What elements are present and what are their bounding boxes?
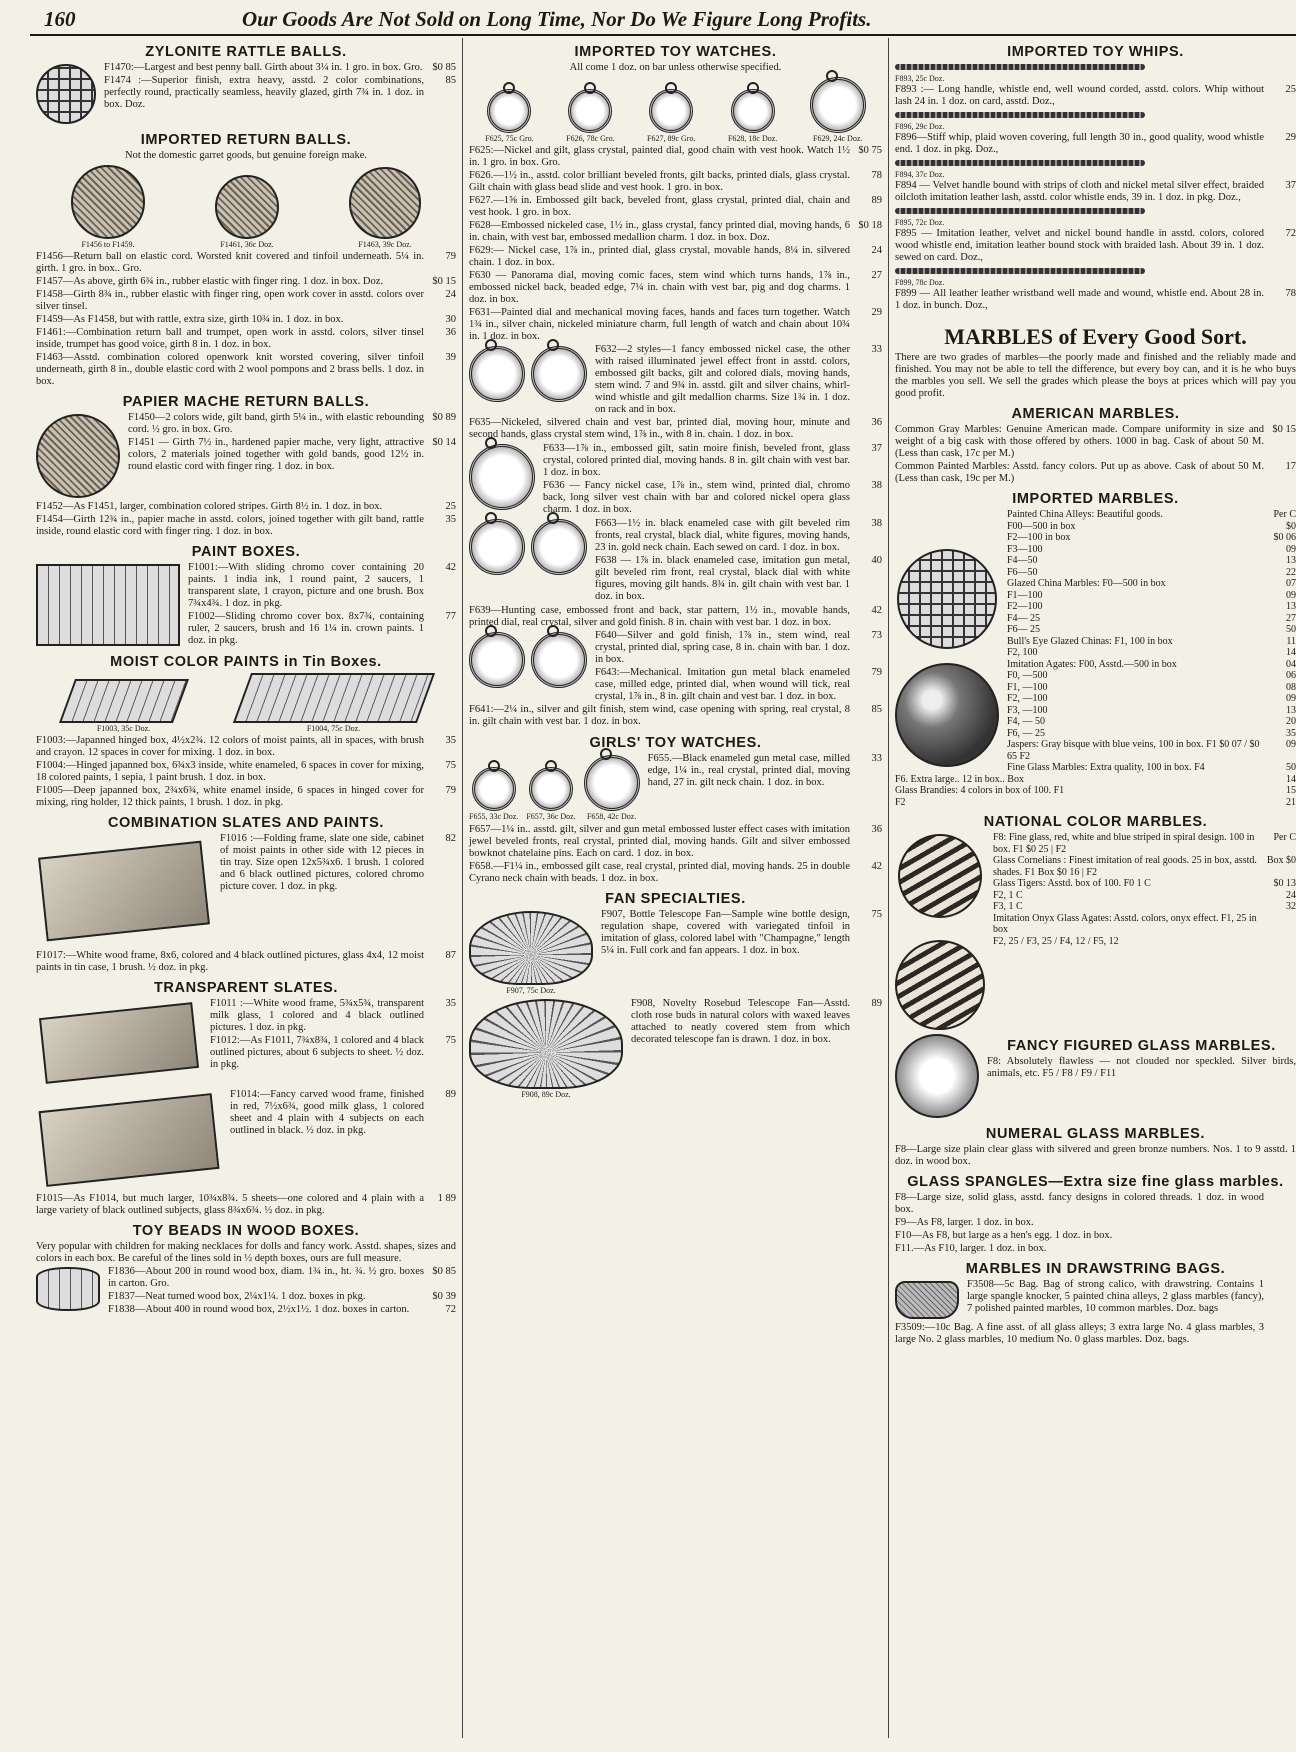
- list-item: F639—Hunting case, embossed front and back, star pattern, 1½ in., movable hands, printed dial, real crystal, silver and gold finish. 8 in. chain with vest bar. 1 doz. in box. 42: [469, 605, 882, 628]
- whip-caption-5: F899, 78c Doz.: [895, 278, 945, 287]
- table-row: Glass Brandies: 4 colors in box of 100. F1 15: [895, 785, 1296, 796]
- table-row: F8: Fine glass, red, white and blue striped in spiral design. 100 in box. F1 $0 25 | F2 Per C: [993, 832, 1296, 855]
- table-row: F1—100 09: [1007, 589, 1296, 601]
- list-item: F1454—Girth 12¾ in., papier mache in asstd. colors, joined together with gilt band, rattle inside, round elastic cord with finger ring. 1 doz. in box. 35: [36, 514, 456, 537]
- list-item: F1016 :—Folding frame, slate one side, cabinet of moist paints in other side with 12 pieces in tin tray. Size open 12x5¾x6. 1 brush. 1 colored and 6 black outlined pictures, colored chromo picture cover. 1 doz. in pkg. 82: [220, 833, 456, 892]
- transparent-heading: TRANSPARENT SLATES.: [153, 980, 339, 996]
- watches-images: F625, 75c Gro. F626, 78c Gro. F627, 89c Gro. F628, 18c Doz. F629, 24c Doz.: [469, 77, 882, 143]
- moist-images: F1003, 35c Doz. F1004, 75c Doz.: [36, 673, 456, 733]
- list-item: F1005—Deep japanned box, 2¾x6¾, white enamel inside, 6 spaces in hinged cover for mixing, ring holder, 12 thick paints, 1 brush. 1 doz. in pkg. 79: [36, 785, 456, 808]
- table-row: Glass Cornelians : Finest imitation of real goods. 25 in box, asstd. shades. F1 Box $0 16 | F2 Box $0: [993, 855, 1296, 878]
- return-balls-heading: IMPORTED RETURN BALLS.: [140, 132, 352, 148]
- list-item: F1451 — Girth 7½ in., hardened papier mache, very light, attractive colors, 2 materials joined together with gold bands, good 12½ in. round elastic cord with finger ring. 1 doz. in box. $0 14: [128, 437, 456, 472]
- beads-heading: TOY BEADS IN WOOD BOXES.: [132, 1223, 360, 1239]
- table-row: F6—50 22: [1007, 566, 1296, 578]
- list-item: F3508—5c Bag. Bag of strong calico, with drawstring. Contains 1 large spangle knocker, 5 painted china alleys, 2 glass marbles (fancy), 7 polished painted marbles, 10 common marbles. Doz. bags: [967, 1279, 1264, 1314]
- combo-slate-image: [36, 835, 212, 947]
- list-item: F631—Painted dial and mechanical moving faces, hands and faces turn together. Watch 1¾ in., silver chain, nickeled miniature charm, full length of watch and chain about 10¾ in. 1 doz. in box. 29: [469, 307, 882, 342]
- list-item: F1838—About 400 in round wood box, 2½x1½. 1 doz. boxes in carton. 72: [108, 1304, 456, 1315]
- marble-image-bird: [895, 1034, 979, 1118]
- whip-caption-1: F893, 25c Doz.: [895, 74, 945, 83]
- national-heading: NATIONAL COLOR MARBLES.: [983, 814, 1208, 830]
- table-row: F00—500 in box $0: [1007, 520, 1296, 532]
- watch-pair-image-4: [469, 632, 587, 688]
- list-item: F1011 :—White wood frame, 5¾x5¾, transparent milk glass, 1 colored and 4 black outlined pictures. 1 doz. in pkg. 35: [210, 998, 456, 1033]
- list-item: F10—As F8, but large as a hen's egg. 1 doz. in box.: [895, 1230, 1113, 1241]
- whip-image-2: [895, 112, 1145, 118]
- table-row: F2, 25 / F3, 25 / F4, 12 / F5, 12: [993, 935, 1119, 947]
- fancy-slate-image: [36, 1090, 222, 1190]
- paint-boxes-heading: PAINT BOXES.: [191, 544, 301, 560]
- middle-column: [462, 38, 882, 1738]
- table-row: F4— 25 27: [1007, 612, 1296, 624]
- list-item: F629:— Nickel case, 1⅞ in., printed dial, glass crystal, movable hands, 8¼ in. silvered chain. 1 doz. in box. 24: [469, 245, 882, 268]
- list-item: F907, Bottle Telescope Fan—Sample wine bottle design, regulation shape, covered with variegated tinfoil in imitation of glass, colored label with "Champagne," length 5¼ in. Full cork and fan appears. 1 doz. in box. 75: [601, 909, 882, 956]
- list-item: F1837—Neat turned wood box, 2¼x1¼. 1 doz. boxes in pkg. $0 39: [108, 1291, 456, 1302]
- table-row: F6. Extra large.. 12 in box.. Box 14: [895, 773, 1296, 785]
- list-item: F655.—Black enameled gun metal case, milled edge, 1¼ in., real crystal, printed dial, moving hand, 27 in. gilt neck chain. 1 doz. in box. 33: [647, 753, 882, 788]
- list-item: F632—2 styles—1 fancy embossed nickel case, the other with raised illuminated jewel effect front in asstd. colors, embossed gilt backs, gilt and colored dials, moving hands, stem wind. 7 and 9¾ in. asstd. gilt and silver chains, whirl-wind whistle and gilt medallion charms. Size 1¾ in. 1 doz. on rack and in box. 33: [595, 344, 882, 415]
- list-item: F893 :— Long handle, whistle end, well wound corded, asstd. colors. Whip without lash 24 in. 1 doz. on card, asstd. Doz., 25: [895, 84, 1296, 107]
- list-item: F657—1¼ in.. asstd. gilt, silver and gun metal embossed luster effect cases with imitation jewel beveled fronts, real crystal, printed dial, moving hands. Gilt and silver embossed bowknot chatelaine pins. Each on card. 1 doz. in box. 36: [469, 824, 882, 859]
- table-row: F3, —100 13: [1007, 704, 1296, 716]
- list-item: F1470:—Largest and best penny ball. Girth about 3¼ in. 1 gro. in box. Gro. $0 85: [104, 62, 456, 73]
- list-item: F1004:—Hinged japanned box, 6¾x3 inside, white enameled, 6 spaces in cover for mixing, 18 colored paints, 1 sepia, 1 paint brush. 1 doz. in box. 75: [36, 760, 456, 783]
- table-row: Painted China Alleys: Beautiful goods. Per C: [1007, 509, 1296, 520]
- rosebud-fan-image: F908, 89c Doz.: [469, 999, 623, 1099]
- girls-watch-images: F655, 33c Doz. F657, 36c Doz. F658, 42c Doz.: [469, 755, 640, 821]
- list-item: F8—Large size, solid glass, asstd. fancy designs in colored threads. 1 doz. in wood box.: [895, 1192, 1264, 1215]
- table-row: Imitation Onyx Glass Agates: Asstd. colors, onyx effect. F1, 25 in box: [993, 912, 1257, 935]
- bottle-fan-image: F907, 75c Doz.: [469, 911, 593, 995]
- table-row: F6, — 25 35: [1007, 727, 1296, 739]
- table-row: F2, —100 09: [1007, 693, 1296, 704]
- combo-heading: COMBINATION SLATES AND PAINTS.: [107, 815, 385, 831]
- table-row: F1, —100 08: [1007, 681, 1296, 693]
- list-item: F894 — Velvet handle bound with strips of cloth and nickel metal silver effect, braided oilcloth imitation leather lash, asstd. color whistle ends, 39 in. 1 doz. in pkg. Doz., 37: [895, 180, 1296, 203]
- list-item: F1458—Girth 8¾ in., rubber elastic with finger ring, open work cover in asstd. colors over silver tinsel. 24: [36, 289, 456, 312]
- papier-heading: PAPIER MACHE RETURN BALLS.: [122, 394, 370, 410]
- table-row: Bull's Eye Glazed Chinas: F1, 100 in box 11: [1007, 635, 1296, 647]
- table-row: F2, 1 C 24: [993, 889, 1296, 901]
- list-item: F1002—Sliding chromo cover box. 8x7¾, containing ruler, 2 saucers, brush and 16 1¼ in. crown paints. 1 doz. in pkg. 77: [188, 611, 456, 646]
- fancy-intro: F8: Absolutely flawless — not clouded nor speckled. Silver birds, animals, etc. F5 / F8 / F9 / F11: [987, 1056, 1296, 1079]
- moist-heading: MOIST COLOR PAINTS in Tin Boxes.: [110, 654, 382, 670]
- table-row: F2—100 in box $0 06: [1007, 532, 1296, 543]
- whip-caption-4: F895, 72c Doz.: [895, 218, 945, 227]
- spangles-heading: GLASS SPANGLES—Extra size fine glass marbles.: [907, 1174, 1284, 1190]
- girls-heading: GIRLS' TOY WATCHES.: [589, 735, 762, 751]
- american-heading: AMERICAN MARBLES.: [1011, 406, 1180, 422]
- list-item: F1001:—With sliding chromo cover containing 20 paints. 1 india ink, 1 round paint, 2 saucers, 1 transparent slate, 1 crayon, picture and one brush. Box 7¾x4¾. 1 doz. in pkg. 42: [188, 562, 456, 609]
- zylonite-heading: ZYLONITE RATTLE BALLS.: [145, 44, 347, 60]
- table-row: F6— 25 50: [1007, 624, 1296, 635]
- watches-heading: IMPORTED TOY WATCHES.: [574, 44, 777, 60]
- watch-pair-image-3: [469, 519, 587, 575]
- marbles-heading: MARBLES of Every Good Sort.: [944, 324, 1247, 349]
- return-balls-images: F1456 to F1459. F1461, 36c Doz. F1463, 39c Doz.: [36, 165, 456, 249]
- marble-images-national: [895, 834, 985, 1030]
- list-item: F1463—Asstd. combination colored openwork knit worsted covering, silver tinfoil underneath, girth 8 in., double elastic cord with 2 wool pompons and 2 brass bells. 1 doz. in box. 39: [36, 352, 456, 387]
- list-item: F635—Nickeled, silvered chain and vest bar, printed dial, moving hour, minute and second hands, glass crystal stem wind, 1⅞ in., with 8 in. chain. 1 doz. in box. 36: [469, 417, 882, 440]
- list-item: F630 — Panorama dial, moving comic faces, stem wind which turns hands, 1⅞ in., embossed nickel back, beaded edge, 7¼ in. chain with vest bar, pig and dog charms. 1 doz. in box. 27: [469, 270, 882, 305]
- transparent-slate-image: [36, 1000, 202, 1086]
- watch-pair-image-1: [469, 346, 587, 402]
- list-item: F908, Novelty Rosebud Telescope Fan—Asstd. cloth rose buds in natural colors with waxed leaves attached to neatly covered stem from which decorated telescope fan is drawn. 1 doz. in box. 89: [631, 998, 882, 1045]
- list-item: F3509:—10c Bag. A fine asst. of all glass alleys; 3 extra large No. 4 glass marbles, 3 large No. 2 glass marbles, 10 medium No. 0 glass marbles. Doz. bags.: [895, 1322, 1264, 1345]
- whip-caption-2: F896, 29c Doz.: [895, 122, 945, 131]
- whip-image-1: [895, 64, 1145, 70]
- list-item: Common Gray Marbles: Genuine American made. Compare uniformity in size and weight of a big cask with those offered by others. 1000 in bag. Cask of about 50 M. (Less than cask, 17c per M.) $0 15: [895, 424, 1296, 459]
- list-item: F640—Silver and gold finish, 1⅞ in., stem wind, real crystal, printed dial, spring case, 8 in. chain with bar. 1 doz. in box. 73: [595, 630, 882, 665]
- list-item: F1017:—White wood frame, 8x6, colored and 4 black outlined pictures, glass 4x4, 12 moist paints in tin case, 1 brush. ½ doz. in pkg. 87: [36, 950, 456, 973]
- zylonite-ball-image: [36, 64, 96, 124]
- list-item: F1003:—Japanned hinged box, 4½x2¾. 12 colors of moist paints, all in spaces, with brush and crayon. 12 spaces in cover for mixing. 1 doz. in box. 35: [36, 735, 456, 758]
- return-balls-intro: Not the domestic garret goods, but genuine foreign make.: [124, 150, 368, 161]
- list-item: F1012:—As F1011, 7¾x8¾, 1 colored and 4 black outlined pictures, about 6 subjects to sheet. ½ doz. in pkg. 75: [210, 1035, 456, 1070]
- left-column: [36, 38, 456, 1738]
- list-item: F636 — Fancy nickel case, 1⅞ in., stem wind, printed dial, chromo back, long silver vest chain with bar and colored nickel opera glass charm. 1 doz. in box. 38: [543, 480, 882, 515]
- list-item: F1450—2 colors wide, gilt band, girth 5¼ in., with elastic rebounding cord. ½ gro. in box. Gro. $0 89: [128, 412, 456, 435]
- paint-box-image: [36, 564, 180, 646]
- watch-image-2: [469, 444, 535, 510]
- table-row: F4, — 50 20: [1007, 716, 1296, 727]
- list-item: F626.—1½ in., asstd. color brilliant beveled fronts, gilt backs, printed dials, glass crystal. Gilt chain with glass bead slide and vest hook. 1 gro. in box. 78: [469, 170, 882, 193]
- whip-image-5: [895, 268, 1145, 274]
- marble-images-imported: [895, 549, 999, 767]
- list-item: F1015—As F1014, but much larger, 10¾x8¾. 5 sheets—one colored and 4 plain with a large variety of black outlined subjects, glass 8¾x6¾. ½ doz. in pkg. 1 89: [36, 1193, 456, 1216]
- table-row: Fine Glass Marbles: Extra quality, 100 in box. F4 50: [1007, 762, 1296, 773]
- page-title: Our Goods Are Not Sold on Long Time, Nor Do We Figure Long Profits.: [242, 7, 872, 31]
- fancy-heading: FANCY FIGURED GLASS MARBLES.: [1007, 1038, 1276, 1054]
- bags-heading: MARBLES IN DRAWSTRING BAGS.: [965, 1261, 1226, 1277]
- whip-caption-3: F894, 37c Doz.: [895, 170, 945, 179]
- list-item: F638 — 1⅞ in. black enameled case, imitation gun metal, gilt beveled rim front, real crystal, black dial with white figures, moving gilt hands. 8¾ in. gilt chain with vest bar. 1 doz. in box. 40: [595, 555, 882, 602]
- page-number: 160: [44, 7, 76, 31]
- table-row: F2—100 13: [1007, 601, 1296, 612]
- list-item: F643:—Mechanical. Imitation gun metal black enameled case, milled edge, printed dial, when wound will tick, real crystal, 1⅞ in., 8 in. gilt chain and vest bar. 1 doz. in box. 79: [595, 667, 882, 702]
- bead-box-image: [36, 1267, 100, 1311]
- list-item: F1459—As F1458, but with rattle, extra size, girth 10¾ in. 1 doz. in box. 30: [36, 314, 456, 325]
- table-row: Imitation Agates: F00, Asstd.—500 in box 04: [1007, 658, 1296, 670]
- numeral-heading: NUMERAL GLASS MARBLES.: [985, 1126, 1206, 1142]
- fans-heading: FAN SPECIALTIES.: [605, 891, 746, 907]
- list-item: F663—1½ in. black enameled case with gilt beveled rim fronts, real crystal, black dial, white figures, moving hands, 23 in. gold neck chain. Each sewed on card. 1 doz. in box. 38: [595, 518, 882, 553]
- list-item: F1014:—Fancy carved wood frame, finished in red, 7½x6¾, good milk glass, 1 colored sheet and 4 plain with 4 subjects on each outlined in black. ½ doz. in pkg. 89: [230, 1089, 456, 1136]
- imported-heading: IMPORTED MARBLES.: [1012, 491, 1179, 507]
- table-row: Glazed China Marbles: F0—500 in box 07: [1007, 578, 1296, 589]
- list-item: F11.—As F10, larger. 1 doz. in box.: [895, 1243, 1047, 1254]
- list-item: F1457—As above, girth 6¾ in., rubber elastic with finger ring. 1 doz. in box. Doz. $0 15: [36, 276, 456, 287]
- page-header: [30, 4, 1296, 36]
- marbles-intro: There are two grades of marbles—the poorly made and finished and the reliably made and finished. You may not be able to tell the difference, but every boy can, and it is he who buys the marbles you sell. We sell the grades which please the boys at prices which will pay you good profit.: [895, 352, 1296, 399]
- list-item: F1474 :—Superior finish, extra heavy, asstd. 2 color combinations, perfectly round, practically seamless, heavily glazed, girth 7¾ in. 1 doz. in box. Doz. 85: [104, 75, 456, 110]
- whip-image-3: [895, 160, 1145, 166]
- list-item: F1461:—Combination return ball and trumpet, open work in asstd. colors, silver tinsel inside, trumpet has good voice, girth 8 in. 1 doz. in box. 36: [36, 327, 456, 350]
- list-item: F628—Embossed nickeled case, 1½ in., glass crystal, fancy printed dial, moving hands, 6 in. chain, with vest bar, embossed medallion charm. 1 doz. in box. Doz. $0 18: [469, 220, 882, 243]
- list-item: F641:—2¼ in., silver and gilt finish, stem wind, case opening with spring, real crystal, 8 in. gilt chain with vest bar. 1 doz. in box. 85: [469, 704, 882, 727]
- list-item: F1456—Return ball on elastic cord. Worsted knit covered and tinfoil underneath. 5¼ in. girth. 1 gro. in box.. Gro. 79: [36, 251, 456, 274]
- papier-ball-image: [36, 414, 120, 498]
- list-item: F1452—As F1451, larger, combination colored stripes. Girth 8½ in. 1 doz. in box. 25: [36, 501, 456, 512]
- beads-intro: Very popular with children for making necklaces for dolls and fancy work. Asstd. shapes, sizes and colors in each box. Be careful of the lines sold in ½ depth boxes, ours are full measure.: [36, 1241, 456, 1264]
- list-item: F899 — All leather leather wristband well made and wound, whistle end. About 28 in. 1 doz. in bunch. Doz., 78: [895, 288, 1296, 311]
- list-item: F625:—Nickel and gilt, glass crystal, painted dial, good chain with vest hook. Watch 1½ in. 1 gro. in box. Gro. $0 75: [469, 145, 882, 168]
- whip-image-4: [895, 208, 1145, 214]
- table-row: Jaspers: Gray bisque with blue veins, 100 in box. F1 $0 07 / $0 65 F2 09: [1007, 739, 1296, 762]
- table-row: F3, 1 C 32: [993, 901, 1296, 912]
- right-column: [888, 38, 1296, 1738]
- table-row: Glass Tigers: Asstd. box of 100. F0 1 C $0 13: [993, 878, 1296, 889]
- list-item: F633—1⅞ in., embossed gilt, satin moire finish, beveled front, glass crystal, colored printed dial, moving hands. 8 in. gilt chain with vest bar. 1 doz. in box. 37: [543, 443, 882, 478]
- numeral-intro: F8—Large size plain clear glass with silvered and green bronze numbers. Nos. 1 to 9 asstd. 1 doz. in wood box.: [895, 1144, 1296, 1167]
- table-row: F2 21: [895, 796, 1296, 808]
- whips-heading: IMPORTED TOY WHIPS.: [1007, 44, 1184, 60]
- marble-bag-image: [895, 1281, 959, 1319]
- table-row: F4—50 13: [1007, 555, 1296, 566]
- list-item: F627.—1⅝ in. Embossed gilt back, beveled front, glass crystal, printed dial, chain and vest hook. 1 gro. in box. 89: [469, 195, 882, 218]
- list-item: Common Painted Marbles: Asstd. fancy colors. Put up as above. Cask of about 50 M. (Less than cask, 19c per M.) 17: [895, 461, 1296, 484]
- list-item: F9—As F8, larger. 1 doz. in box.: [895, 1217, 1034, 1228]
- list-item: F896—Stiff whip, plaid woven covering, full length 30 in., good quality, wood whistle end. 1 doz. in pkg. Doz., 29: [895, 132, 1296, 155]
- table-row: F0, —500 06: [1007, 670, 1296, 681]
- list-item: F1836—About 200 in round wood box, diam. 1¾ in., ht. ¾. ½ gro. boxes in carton. Gro. $0 85: [108, 1266, 456, 1289]
- table-row: F3—100 09: [1007, 543, 1296, 555]
- list-item: F658.—F1¼ in., embossed gilt case, real crystal, printed dial, moving hands. 25 in double Cyrano neck chain with beads. 1 doz. in box. 42: [469, 861, 882, 884]
- list-item: F895 — Imitation leather, velvet and nickel bound handle in asstd. colors, colored wood whistle end, imitation leather bound stock with braided lash. About 39 in. 1 doz. sewed on card. Doz., 72: [895, 228, 1296, 263]
- table-row: F2, 100 14: [1007, 647, 1296, 658]
- watches-intro: All come 1 doz. on bar unless otherwise specified.: [569, 62, 782, 73]
